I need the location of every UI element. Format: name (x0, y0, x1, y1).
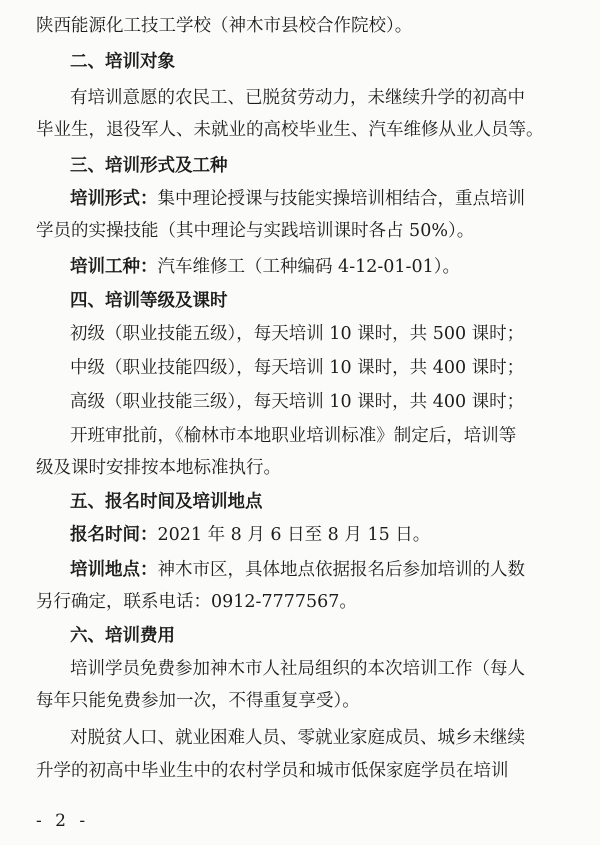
text-line: 开班审批前，《榆林市本地职业培训标准》制定后，培训等 (70, 426, 517, 446)
text-line: 另行确定，联系电话：0912-7777567。 (36, 592, 357, 612)
section-heading-3: 三、培训形式及工种 (70, 156, 228, 176)
text-line: 级及课时安排按本地标准执行。 (36, 458, 281, 478)
text-line: 有培训意愿的农民工、已脱贫劳动力，未继续升学的初高中 (70, 88, 525, 108)
field-label: 培训形式： (70, 189, 158, 209)
text-line: 对脱贫人口、就业困难人员、零就业家庭成员、城乡未继续 (70, 728, 525, 748)
section-heading-6: 六、培训费用 (70, 626, 175, 646)
field-value: 集中理论授课与技能实操培训相结合，重点培训 (157, 189, 525, 209)
text-line (70, 523, 584, 547)
page-number: - 2 - (36, 811, 90, 831)
text-line: 毕业生，退役军人、未就业的高校毕业生、汽车维修从业人员等。 (36, 120, 544, 140)
field-label: 培训地点： (70, 560, 158, 580)
field-value: 2021 年 8 月 6 日至 8 月 15 日。 (157, 525, 431, 545)
text-line: 学员的实操技能（其中理论与实践培训课时各占 50%）。 (36, 221, 475, 241)
text-line (70, 558, 584, 582)
field-label: 培训工种： (70, 257, 158, 277)
text-line (70, 255, 584, 279)
text-line: 培训学员免费参加神木市人社局组织的本次培训工作（每人 (70, 659, 525, 679)
field-value: 神木市区，具体地点依据报名后参加培训的人数 (157, 560, 525, 580)
text-line: 陕西能源化工技工学校（神木市县校合作院校）。 (36, 16, 413, 36)
field-label: 报名时间： (70, 525, 158, 545)
text-line: 每年只能免费参加一次，不得重复享受）。 (36, 691, 360, 711)
section-heading-5: 五、报名时间及培训地点 (70, 492, 263, 512)
text-line: 初级（职业技能五级），每天培训 10 课时，共 500 课时； (70, 324, 525, 344)
section-heading-2: 二、培训对象 (70, 52, 175, 72)
text-line: 升学的初高中毕业生中的农村学员和城市低保家庭学员在培训 (36, 761, 509, 781)
section-heading-4: 四、培训等级及课时 (70, 291, 228, 311)
text-line (70, 187, 584, 211)
text-line: 中级（职业技能四级），每天培训 10 课时，共 400 课时； (70, 358, 525, 378)
text-line: 高级（职业技能三级），每天培训 10 课时，共 400 课时； (70, 392, 525, 412)
field-value: 汽车维修工（工种编码 4-12-01-01）。 (157, 257, 460, 277)
